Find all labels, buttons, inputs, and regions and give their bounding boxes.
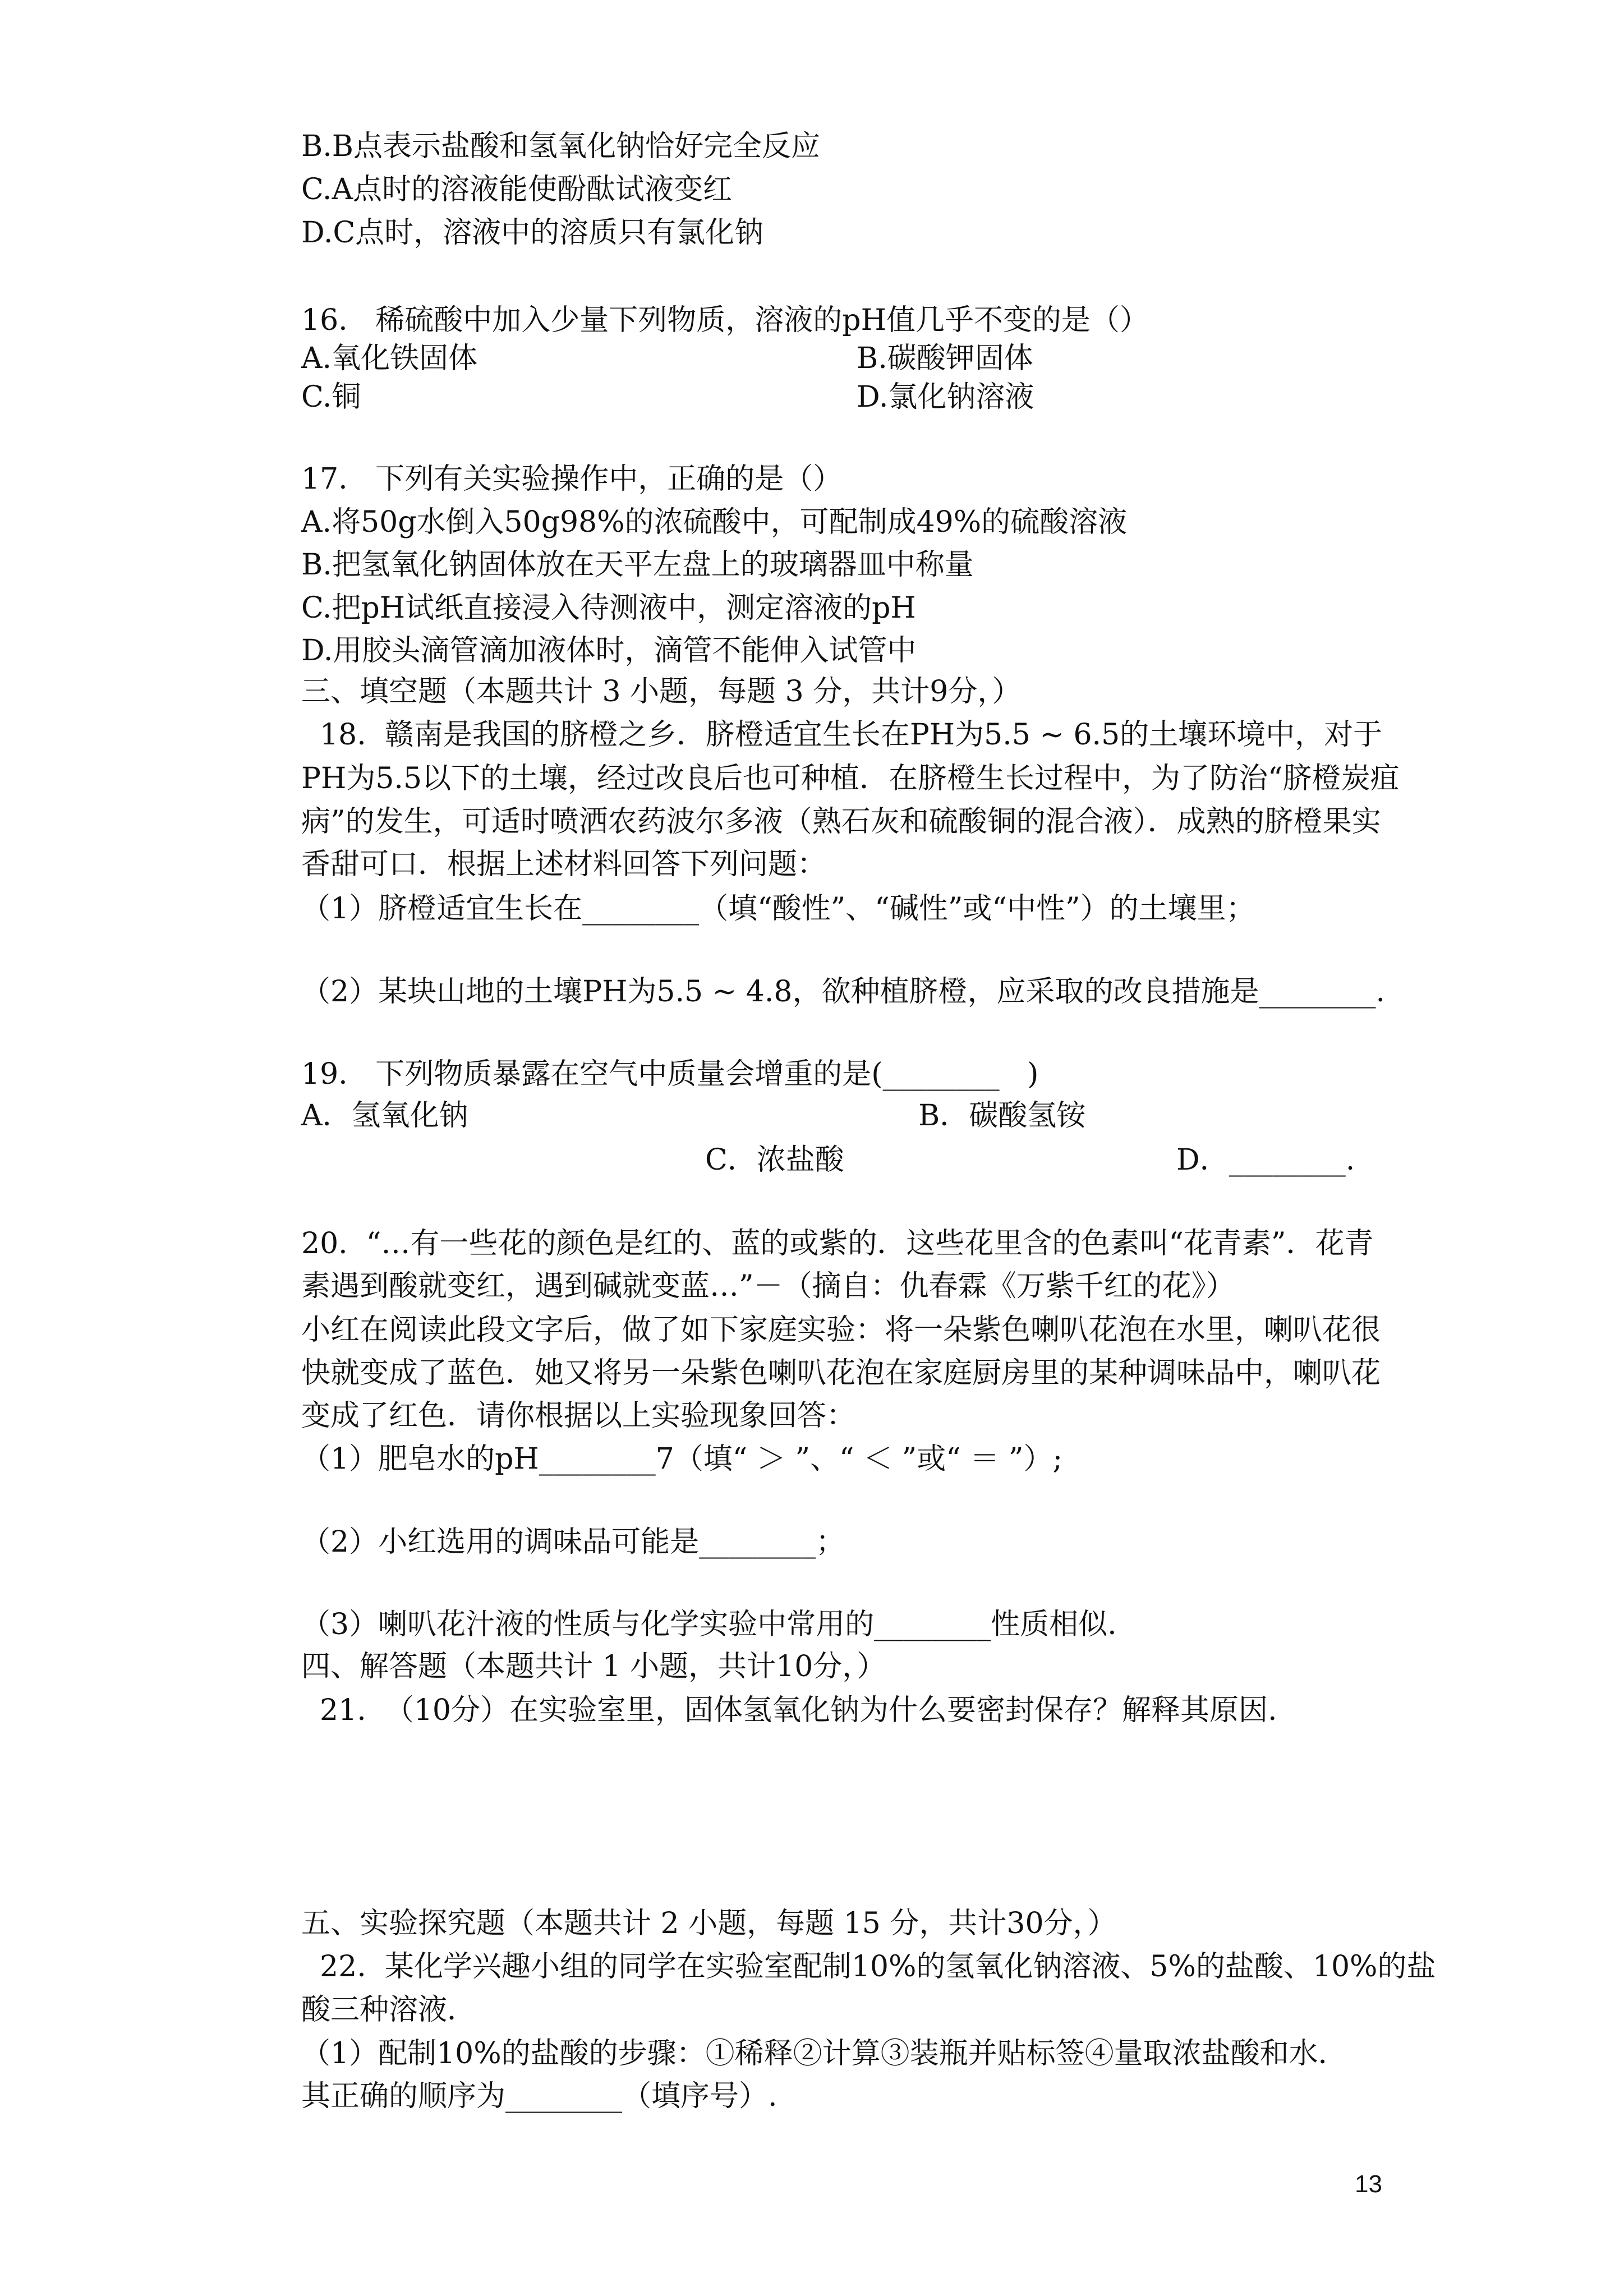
q20-line-3: 小红在阅读此段文字后，做了如下家庭实验：将一朵紫色喇叭花泡在水里，喇叭花很 <box>301 1313 1381 1347</box>
q18-part-2: （2）某块山地的土壤PH为5.5 ~ 4.8，欲种植脐橙，应采取的改良措施是________. <box>301 975 1385 1009</box>
q16-option-d: D.氯化钠溶液 <box>857 380 1034 414</box>
q20-part-2: （2）小红选用的调味品可能是________； <box>301 1525 845 1559</box>
q17-option-c: C.把pH试纸直接浸入待测液中，测定溶液的pH <box>301 591 916 625</box>
section-3-heading: 三、填空题（本题共计 3 小题，每题 3 分，共计9分，） <box>301 675 1022 708</box>
page-number: 13 <box>1355 2170 1382 2198</box>
q20-part-3: （3）喇叭花汁液的性质与化学实验中常用的________性质相似. <box>301 1608 1117 1641</box>
q15-option-c: C.A点时的溶液能使酚酞试液变红 <box>301 173 733 206</box>
q16-option-a: A.氧化铁固体 <box>301 342 478 375</box>
q16-option-b: B.碳酸钾固体 <box>857 342 1033 375</box>
q15-option-b: B.B点表示盐酸和氢氧化钠恰好完全反应 <box>301 130 820 163</box>
section-5-heading: 五、实验探究题（本题共计 2 小题，每题 15 分，共计30分，） <box>301 1907 1117 1940</box>
q22-line-1: 22. 某化学兴趣小组的同学在实验室配制10%的氢氧化钠溶液、5%的盐酸、10%的盐 <box>301 1950 1436 1984</box>
q17-option-b: B.把氢氧化钠固体放在天平左盘上的玻璃器皿中称量 <box>301 548 974 582</box>
q17-stem: 17. 下列有关实验操作中，正确的是（） <box>301 462 843 496</box>
q18-line-4: 香甜可口．根据上述材料回答下列问题： <box>301 848 827 881</box>
q15-option-d: D.C点时，溶液中的溶质只有氯化钠 <box>301 216 764 250</box>
q18-part-1: （1）脐橙适宜生长在________（填“酸性”、“碱性”或“中性”）的土壤里； <box>301 892 1255 926</box>
q20-line-5: 变成了红色．请你根据以上实验现象回答： <box>301 1399 856 1433</box>
q20-line-4: 快就变成了蓝色．她又将另一朵紫色喇叭花泡在家庭厨房里的某种调味品中，喇叭花 <box>301 1356 1381 1390</box>
q20-line-1: 20. “…有一些花的颜色是红的、蓝的或紫的．这些花里含的色素叫“花青素”．花青 <box>301 1227 1374 1260</box>
q17-option-d: D.用胶头滴管滴加液体时，滴管不能伸入试管中 <box>301 634 917 668</box>
q19-option-c: C．浓盐酸 <box>705 1143 844 1177</box>
q19-option-a: A．氢氧化钠 <box>301 1099 468 1133</box>
q20-line-2: 素遇到酸就变红，遇到碱就变蓝…”－（摘自：仇春霖《万紫千红的花》） <box>301 1269 1235 1303</box>
q16-stem: 16. 稀硫酸中加入少量下列物质，溶液的pH值几乎不变的是（） <box>301 303 1149 337</box>
q18-line-2: PH为5.5以下的土壤，经过改良后也可种植．在脐橙生长过程中，为了防治“脐橙炭疽 <box>301 762 1400 795</box>
q19-option-b: B．碳酸氢铵 <box>918 1099 1086 1133</box>
q19-option-d: D．________. <box>1176 1143 1355 1177</box>
q22-part-1: （1）配制10%的盐酸的步骤：①稀释②计算③装瓶并贴标签④量取浓盐酸和水． <box>301 2037 1347 2070</box>
q21-stem: 21. （10分）在实验室里，固体氢氧化钠为什么要密封保存？解释其原因. <box>301 1694 1277 1727</box>
q16-option-c: C.铜 <box>301 380 361 414</box>
q18-line-1: 18. 赣南是我国的脐橙之乡．脐橙适宜生长在PH为5.5 ~ 6.5的土壤环境中，对于 <box>301 718 1383 752</box>
q19-stem: 19. 下列物质暴露在空气中质量会增重的是(________ ) <box>301 1057 1039 1091</box>
q22-part-1-continued: 其正确的顺序为________（填序号）. <box>301 2079 778 2113</box>
q22-line-2: 酸三种溶液． <box>301 1993 477 2027</box>
q17-option-a: A.将50g水倒入50g98%的浓硫酸中，可配制成49%的硫酸溶液 <box>301 505 1128 539</box>
section-4-heading: 四、解答题（本题共计 1 小题，共计10分，） <box>301 1650 886 1683</box>
q20-part-1: （1）肥皂水的pH________7（填“ ＞ ”、“ ＜ ”或“ ＝ ”）; <box>301 1442 1063 1476</box>
q18-line-3: 病”的发生，可适时喷洒农药波尔多液（熟石灰和硫酸铜的混合液）．成熟的脐橙果实 <box>301 805 1381 839</box>
